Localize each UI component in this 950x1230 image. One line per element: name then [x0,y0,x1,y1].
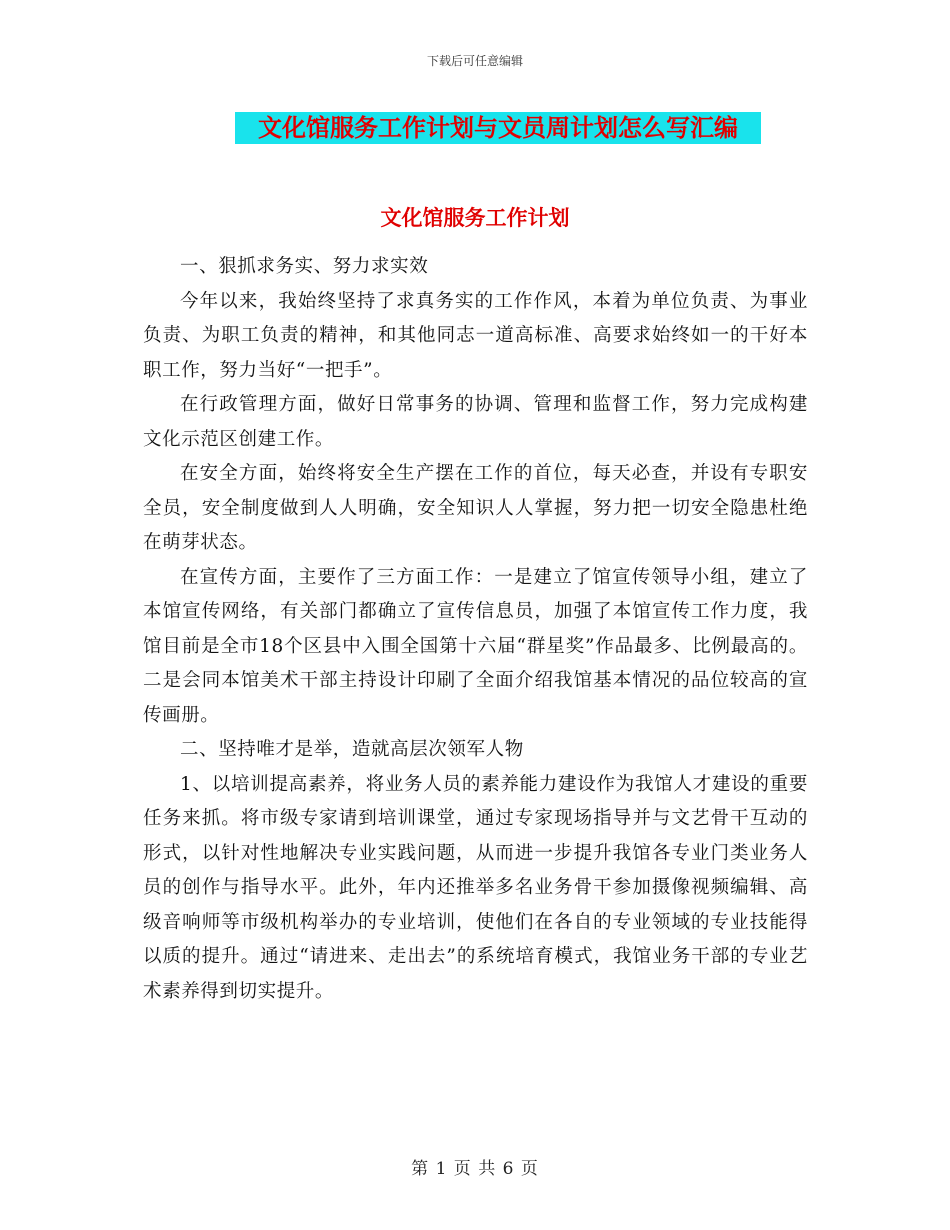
header-note: 下载后可任意编辑 [426,54,523,68]
document-body [143,250,808,1009]
paragraph-heading-2: 二、坚持唯才是举，造就高层次领军人物 [180,739,524,760]
paragraph: 在行政管理方面，做好日常事务的协调、管理和监督工作，努力完成构建文化示范区创建工作。 [143,394,808,450]
paragraph: 在安全方面，始终将安全生产摆在工作的首位，每天必查，并设有专职安全员，安全制度做到人人明确，安全知识人人掌握，努力把一切安全隐患杜绝在萌芽状态。 [143,463,808,553]
paragraph-heading-1: 一、狠抓求务实、努力求实效 [180,256,429,277]
section-title: 文化馆服务工作计划 [380,205,570,230]
document-title: 文化馆服务工作计划与文员周计划怎么写汇编 [235,112,761,144]
paragraph: 在宣传方面，主要作了三方面工作：一是建立了馆宣传领导小组，建立了本馆宣传网络，有关部门都确立了宣传信息员，加强了本馆宣传工作力度，我馆目前是全市18个区县中入围全国第十六届“群星奖”作品最多、比例最高的。二是会同本馆美术干部主持设计印刷了全面介绍我馆基本情况的品位较高的宣传画册。 [143,566,808,726]
paragraph: 今年以来，我始终坚持了求真务实的工作作风，本着为单位负责、为事业负责、为职工负责的精神，和其他同志一道高标准、高要求始终如一的干好本职工作，努力当好“一把手”。 [143,290,808,381]
paragraph: 1、以培训提高素养，将业务人员的素养能力建设作为我馆人才建设的重要任务来抓。将市级专家请到培训课堂，通过专家现场指导并与文艺骨干互动的形式，以针对性地解决专业实践问题，从而进一步提升我馆各专业门类业务人员的创作与指导水平。此外，年内还推举多名业务骨干参加摄像视频编辑、高级音响师等市级机构举办的专业培训，使他们在各自的专业领域的专业技能得以质的提升。通过“请进来、走出去”的系统培育模式，我馆业务干部的专业艺术素养得到切实提升。 [143,773,808,1002]
page-number-footer: 第 1 页 共 6 页 [411,1159,539,1179]
